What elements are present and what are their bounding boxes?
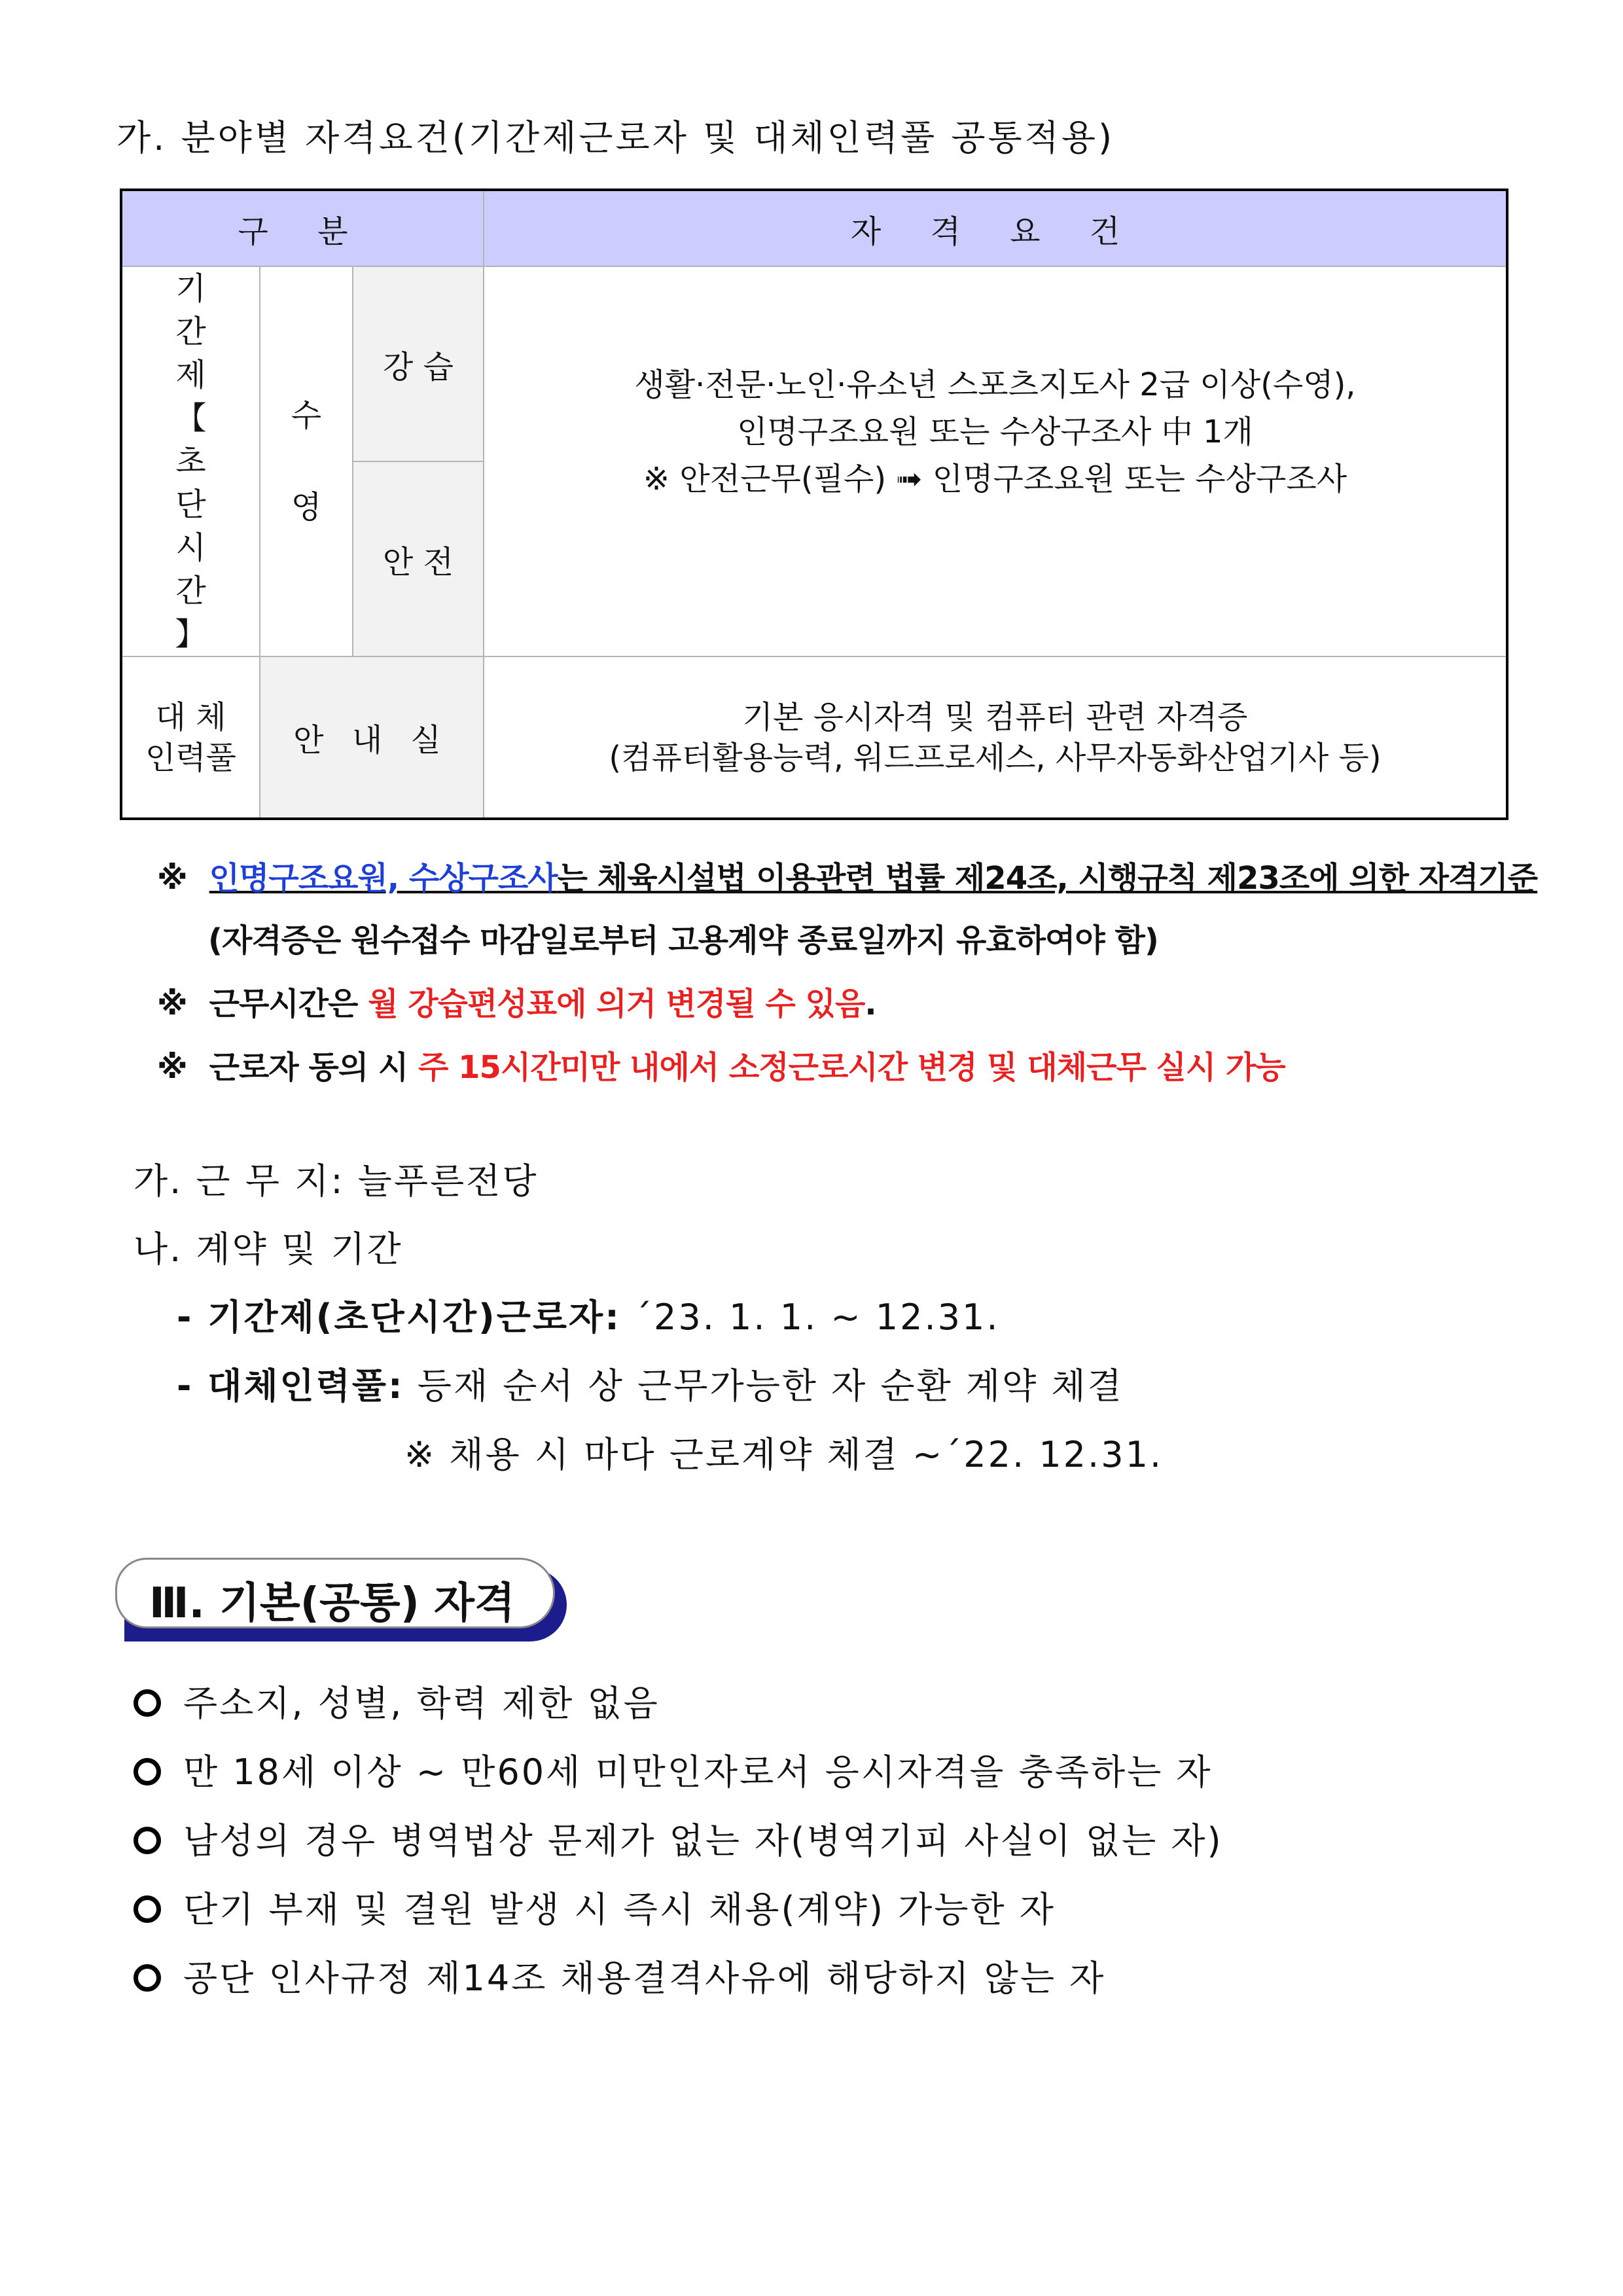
requirements-table — [120, 188, 1508, 820]
group-fixed-term — [121, 266, 260, 656]
list-item: 만 18세 이상 ~ 만60세 미만인자로서 응시자격을 충족하는 자 — [134, 1744, 1213, 1795]
note-work-hours: ※ 근무시간은 월 강습편성표에 의거 변경될 수 있음. — [157, 986, 876, 1022]
list-item: 남성의 경우 병역법상 문제가 없는 자(병역기피 사실이 없는 자) — [134, 1813, 1223, 1863]
header-category: 구 분 — [121, 190, 484, 266]
note-highlight-red: 월 강습편성표에 의거 변경될 수 있음 — [368, 986, 865, 1022]
list-item: 단기 부재 및 결원 발생 시 즉시 채용(계약) 가능한 자 — [134, 1882, 1056, 1932]
list-item: 주소지, 성별, 학력 제한 없음 — [134, 1676, 660, 1726]
swimming-requirements — [484, 266, 1507, 656]
group-char: 간 — [175, 314, 206, 350]
section-title-box — [115, 1558, 567, 1641]
note-certification-validity: (자격증은 원수접수 마감일로부터 고용계약 종료일까지 유효하여야 함) — [208, 922, 1158, 959]
group-char: 초 — [175, 443, 206, 480]
req-line: 생활·전문·노인·유소년 스포츠지도사 2급 이상(수영), — [634, 367, 1356, 403]
group-char: 제 — [175, 357, 206, 393]
table-header-row — [121, 190, 1507, 266]
circle-bullet-icon — [134, 1895, 161, 1923]
work-place: 가. 근 무 지: 늘푸른전당 — [134, 1160, 539, 1202]
contract-fixed-term: - 기간제(초단시간)근로자: ´23. 1. 1. ~ 12.31. — [177, 1297, 1000, 1338]
pool-requirements — [484, 656, 1507, 819]
field-swimming — [260, 266, 353, 656]
group-line: 대 체 — [155, 698, 226, 736]
group-char: 】 — [175, 616, 207, 653]
group-line: 인력풀 — [145, 739, 237, 776]
group-char: 간 — [175, 573, 206, 609]
list-item: 공단 인사규정 제14조 채용결격사유에 해당하지 않는 자 — [134, 1950, 1105, 2001]
note-consent: ※ 근로자 동의 시 주 15시간미만 내에서 소정근로시간 변경 및 대체근무 실시 가능 — [157, 1049, 1285, 1086]
table-row — [121, 266, 1507, 461]
note-highlight-blue: 인명구조요원, 수상구조사 — [209, 860, 558, 897]
group-char: 단 — [175, 486, 206, 523]
circle-bullet-icon — [134, 1689, 161, 1717]
contract-heading: 나. 계약 및 기간 — [134, 1229, 403, 1270]
note-certification: ※ 인명구조요원, 수상구조사는 체육시설법 이용관련 법률 제24조, 시행규칙 제23조에 의한 자격기준 — [157, 860, 1538, 897]
req-line: ※ 안전근무(필수) ➟ 인명구조요원 또는 수상구조사 — [643, 461, 1347, 497]
field-info-desk: 안 내 실 — [260, 656, 484, 819]
sub-safety: 안 전 — [353, 461, 484, 656]
section-title: Ⅲ. 기본(공통) 자격 — [149, 1579, 515, 1628]
note-highlight-red: 주 15시간미만 내에서 소정근로시간 변경 및 대체근무 실시 가능 — [418, 1049, 1285, 1086]
sub-lessons: 강 습 — [353, 266, 484, 461]
table-row — [121, 656, 1507, 819]
contract-note: ※ 채용 시 마다 근로계약 체결 ~´22. 12.31. — [404, 1434, 1164, 1475]
field-char: 수 — [291, 397, 322, 434]
circle-bullet-icon — [134, 1964, 161, 1992]
req-line: (컴퓨터활용능력, 워드프로세스, 사무자동화산업기사 등) — [609, 739, 1382, 776]
group-char: 기 — [175, 270, 206, 307]
req-line: 인명구조요원 또는 수상구조사 中 1개 — [737, 414, 1253, 450]
circle-bullet-icon — [134, 1827, 161, 1854]
req-line: 기본 응시자격 및 컴퓨터 관련 자격증 — [742, 698, 1248, 736]
header-requirements: 자 격 요 건 — [484, 190, 1507, 266]
group-substitute-pool — [121, 656, 260, 819]
contract-substitute-pool: - 대체인력풀: 등재 순서 상 근무가능한 자 순환 계약 체결 — [177, 1365, 1124, 1407]
group-char: 【 — [175, 400, 207, 437]
circle-bullet-icon — [134, 1758, 161, 1785]
field-char: 영 — [291, 489, 322, 526]
section-heading: 가. 분야별 자격요건(기간제근로자 및 대체인력풀 공통적용) — [116, 117, 1115, 158]
group-char: 시 — [175, 529, 206, 566]
